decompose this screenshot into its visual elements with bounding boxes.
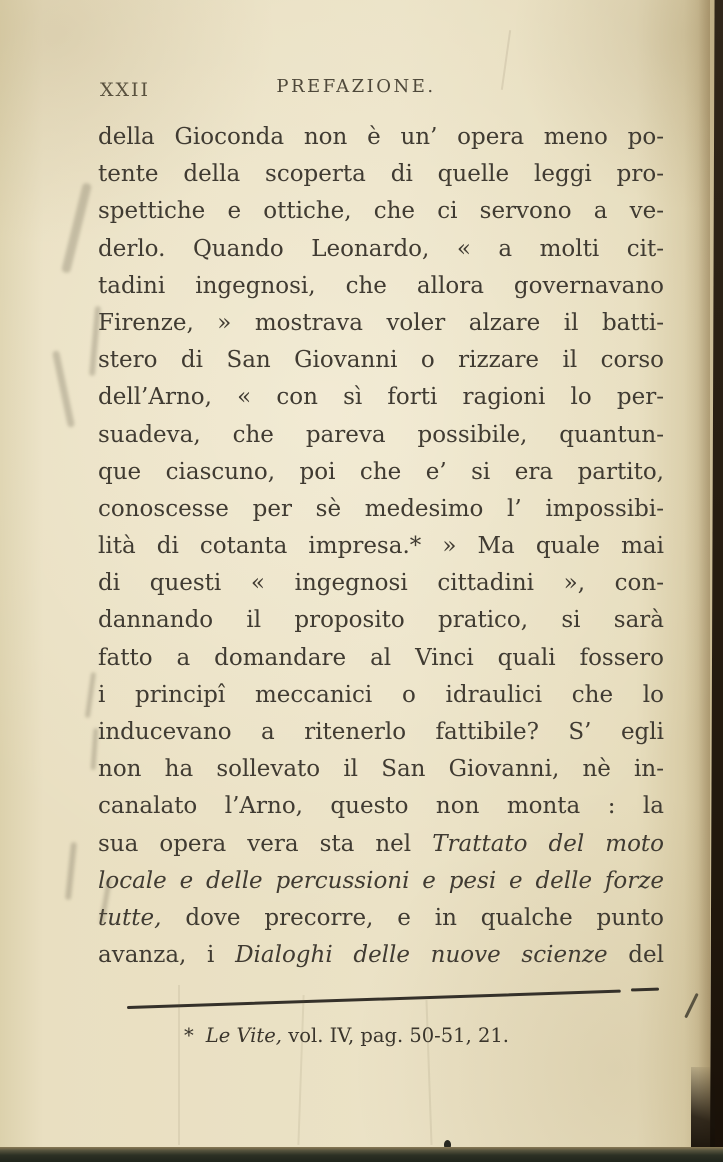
body-text	[98, 119, 664, 974]
text-segment: i principî meccanici o idraulici che lo	[98, 681, 664, 708]
text-line	[98, 528, 664, 565]
text-segment: non ha sollevato il San Giovanni, nè in-	[98, 756, 664, 783]
paper-crease	[178, 985, 180, 1145]
running-title: PREFAZIONE.	[276, 76, 436, 97]
text-segment: della Gioconda non è un’ opera meno po-	[98, 124, 664, 150]
footnote-marker: *	[184, 1024, 194, 1047]
footnote-text	[206, 1024, 509, 1047]
text-line	[98, 156, 664, 193]
text-line	[98, 342, 664, 379]
text-segment: dove precorre, e in qualche punto	[161, 904, 664, 931]
text-line	[98, 602, 664, 639]
text-line	[98, 491, 664, 528]
text-line	[98, 826, 664, 863]
text-line	[98, 379, 664, 416]
text-line	[98, 119, 664, 156]
text-segment: canalato l’Arno, questo non monta : la	[98, 793, 664, 820]
page-curl-shade	[684, 0, 710, 1162]
text-line	[98, 454, 664, 491]
text-segment: Firenze, » mostrava voler alzare il batti-	[98, 309, 664, 336]
text-segment: sua opera vera sta nel	[98, 830, 433, 857]
italic-text-segment: Le Vite,	[205, 1024, 282, 1047]
text-line	[98, 417, 664, 454]
text-line	[98, 305, 664, 342]
text-line	[98, 788, 664, 825]
text-segment: stero di San Giovanni o rizzare il corso	[98, 347, 664, 374]
text-segment: avanza, i	[98, 942, 236, 969]
text-line	[98, 714, 664, 751]
page-number: XXII	[100, 79, 151, 101]
text-segment: dannando il proposito pratico, si sarà	[98, 607, 664, 634]
italic-text-segment: tutte,	[98, 904, 162, 931]
text-segment: conoscesse per sè medesimo l’ impossibi-	[98, 495, 664, 522]
page-header	[88, 76, 664, 102]
text-segment: di questi « ingegnosi cittadini », con-	[98, 570, 664, 597]
text-line	[98, 900, 664, 937]
text-line	[98, 640, 664, 677]
text-segment: derlo. Quando Leonardo, « a molti cit-	[98, 235, 664, 262]
italic-text-segment: Trattato del moto	[432, 830, 665, 857]
text-line	[98, 193, 664, 230]
italic-text-segment: Dialoghi delle nuove scienze	[235, 942, 608, 969]
text-segment: suadeva, che pareva possibile, quantun-	[98, 421, 664, 448]
text-segment: que ciascuno, poi che e’ si era partito,	[98, 458, 664, 485]
text-line	[98, 937, 664, 974]
text-line	[98, 231, 664, 268]
text-segment: tente della scoperta di quelle leggi pro-	[98, 161, 664, 188]
text-line	[98, 677, 664, 714]
text-segment: vol. IV, pag. 50-51, 21.	[282, 1024, 509, 1047]
text-line	[98, 751, 664, 788]
text-segment: tadini ingegnosi, che allora governavano	[98, 272, 664, 299]
text-segment: lità di cotanta impresa.* » Ma quale mai	[98, 533, 664, 560]
book-edge-bottom	[0, 1147, 723, 1162]
text-line	[98, 565, 664, 602]
text-segment: del	[607, 942, 664, 969]
italic-text-segment: locale e delle percussioni e pesi e delle forze	[98, 867, 664, 894]
text-line	[98, 863, 664, 900]
footnote	[98, 1024, 664, 1047]
text-segment: dell’Arno, « con sì forti ragioni lo per-	[98, 384, 664, 411]
text-segment: fatto a domandare al Vinci quali fossero	[98, 644, 664, 671]
text-segment: inducevano a ritenerlo fattibile? S’ egli	[98, 719, 664, 745]
text-line	[98, 268, 664, 305]
text-segment: spettiche e ottiche, che ci servono a ve-	[98, 198, 664, 225]
